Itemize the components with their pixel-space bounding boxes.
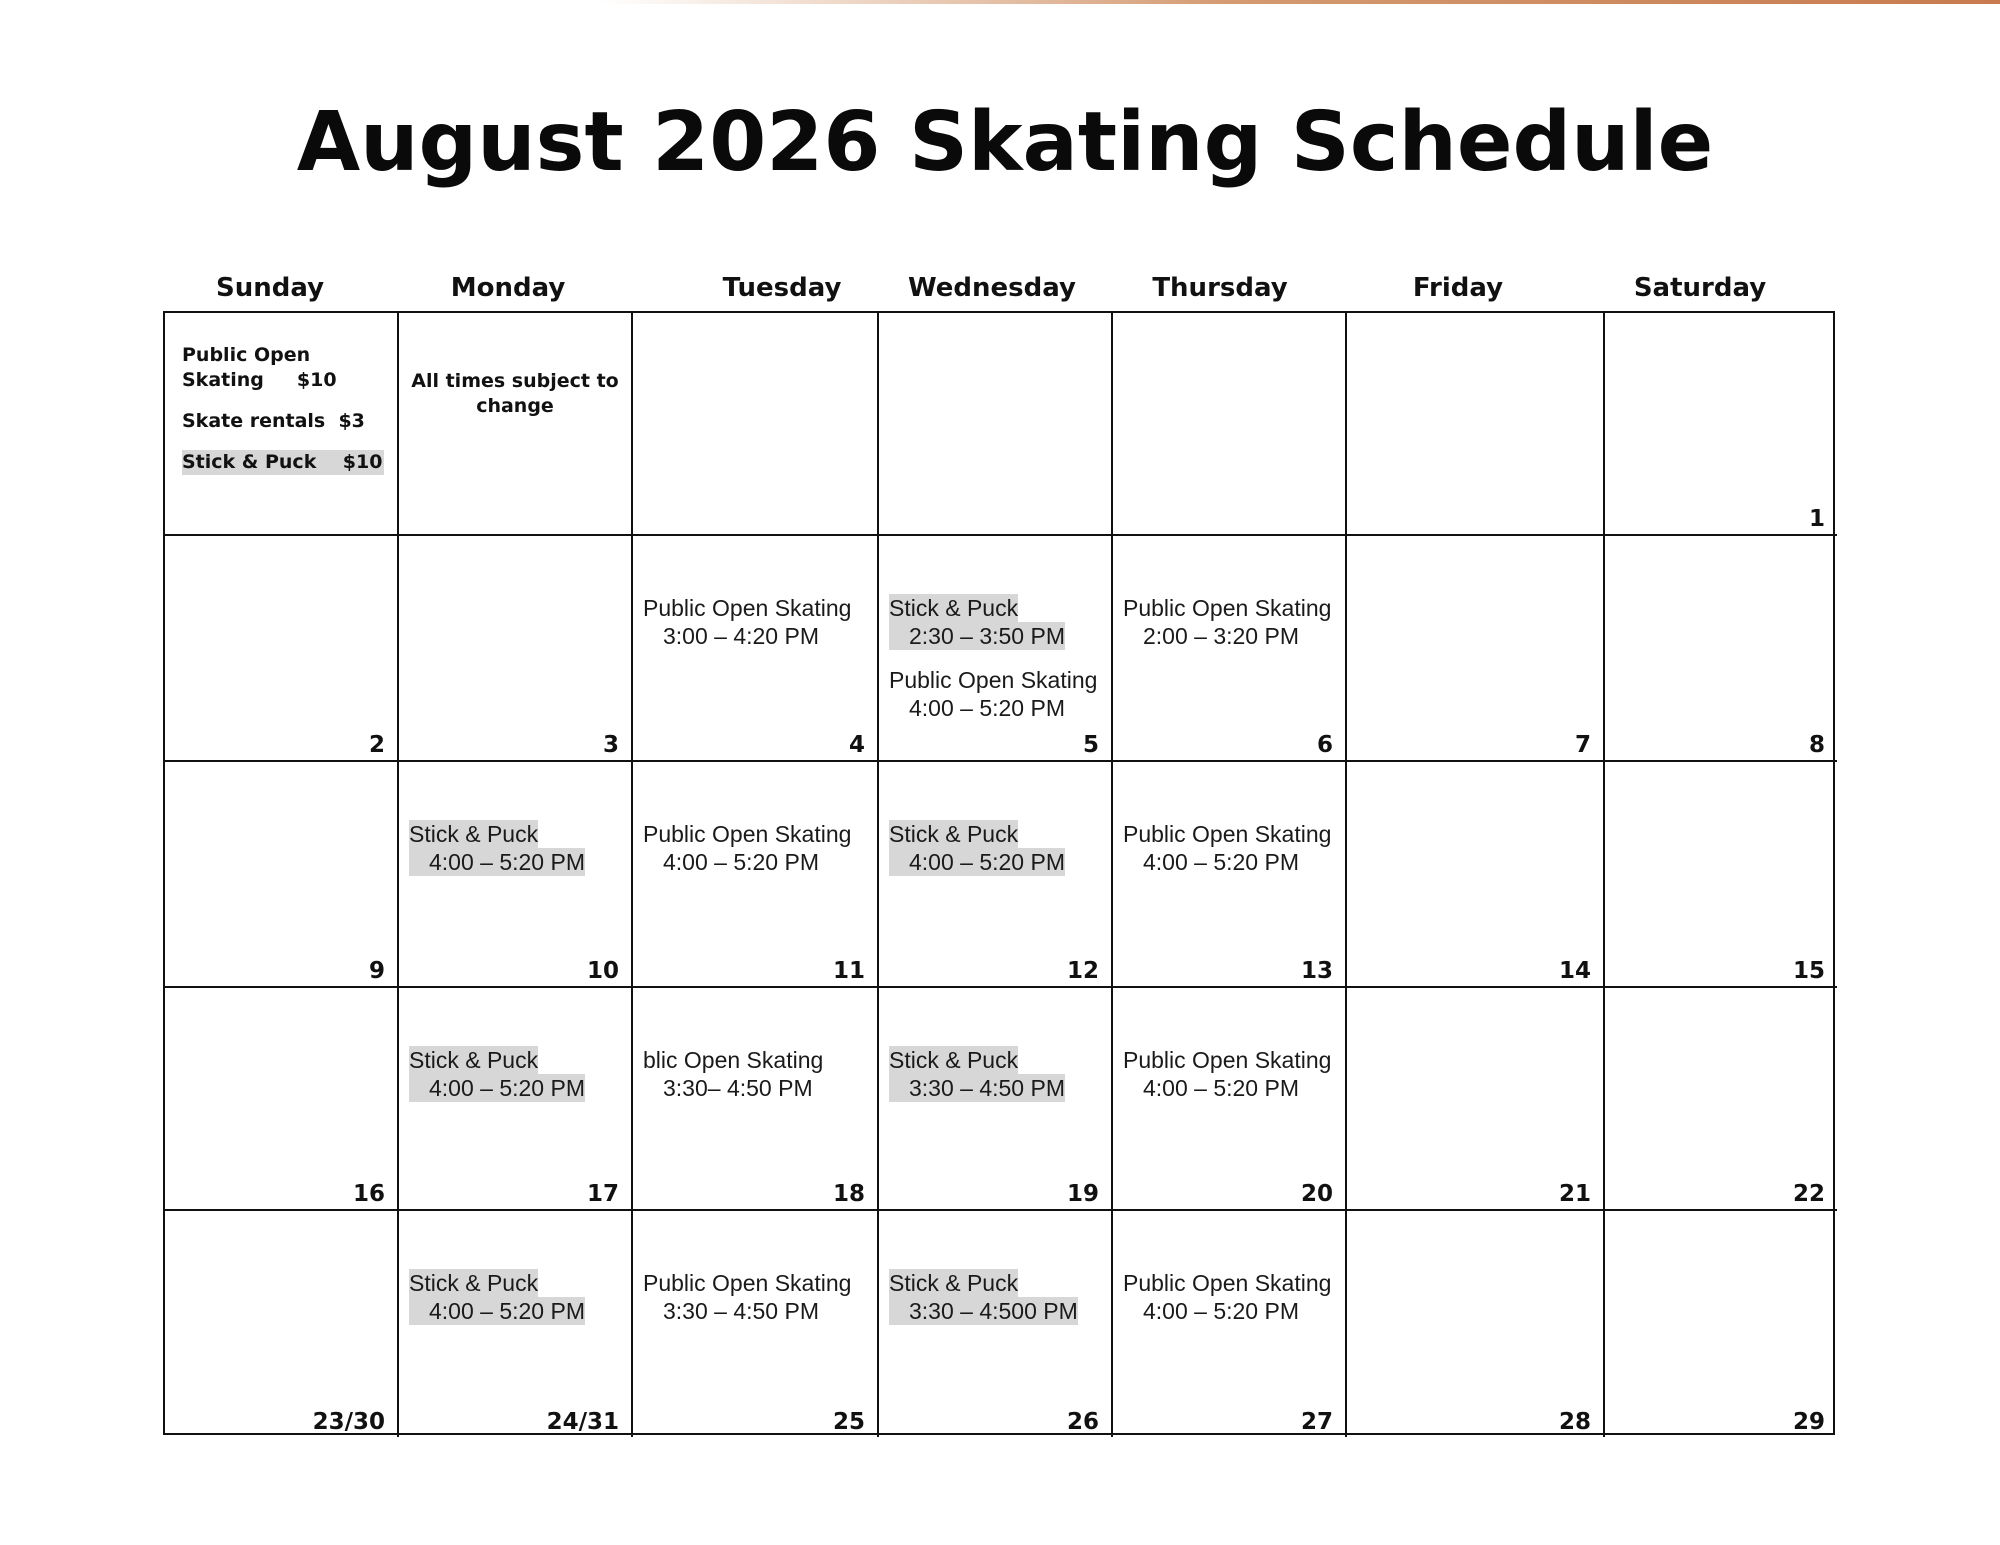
day-number: 13 bbox=[1300, 958, 1333, 984]
day-number: 16 bbox=[352, 1181, 385, 1207]
event-list bbox=[1123, 594, 1337, 666]
event-list bbox=[409, 1269, 623, 1341]
public-skating-event bbox=[1123, 594, 1337, 650]
day-number: 2 bbox=[368, 732, 385, 758]
event-list bbox=[409, 820, 623, 892]
event-list bbox=[409, 1046, 623, 1118]
day-number: 6 bbox=[1316, 732, 1333, 758]
stick-and-puck-event bbox=[889, 820, 1103, 876]
header-tuesday: Tuesday bbox=[722, 273, 842, 303]
day-number: 1 bbox=[1808, 506, 1825, 532]
day-number: 7 bbox=[1574, 732, 1591, 758]
day-number: 5 bbox=[1082, 732, 1099, 758]
calendar-cell bbox=[1605, 313, 1837, 536]
event-name: Public Open Skating bbox=[1123, 1270, 1332, 1296]
day-number: 18 bbox=[832, 1181, 865, 1207]
header-sunday: Sunday bbox=[215, 273, 325, 303]
calendar-cell bbox=[1347, 536, 1605, 762]
calendar-cell bbox=[399, 1211, 633, 1437]
event-time: 2:30 – 3:50 PM bbox=[889, 622, 1065, 650]
day-number: 11 bbox=[832, 958, 865, 984]
day-number: 22 bbox=[1792, 1181, 1825, 1207]
day-number: 24/31 bbox=[546, 1409, 619, 1435]
day-number: 17 bbox=[586, 1181, 619, 1207]
price-line: Skate rentals $3 bbox=[182, 410, 365, 432]
header-thursday: Thursday bbox=[1152, 273, 1288, 303]
event-time: 4:00 – 5:20 PM bbox=[1143, 849, 1299, 875]
calendar-cell bbox=[1113, 988, 1347, 1211]
event-time: 3:30 – 4:50 PM bbox=[889, 1074, 1065, 1102]
public-skating-event bbox=[889, 666, 1103, 722]
price-line: Skating $10 bbox=[182, 369, 337, 391]
public-skating-event bbox=[643, 1046, 869, 1102]
event-time: 3:00 – 4:20 PM bbox=[663, 623, 819, 649]
stick-and-puck-event bbox=[409, 820, 623, 876]
calendar-cell bbox=[399, 988, 633, 1211]
event-list bbox=[889, 1269, 1103, 1341]
event-name: Stick & Puck bbox=[409, 1047, 539, 1073]
calendar-cell bbox=[633, 536, 879, 762]
event-time: 3:30 – 4:50 PM bbox=[663, 1298, 819, 1324]
event-list bbox=[889, 1046, 1103, 1118]
stick-and-puck-event bbox=[889, 1046, 1103, 1102]
day-number: 20 bbox=[1300, 1181, 1333, 1207]
price-line-highlighted: Stick & Puck $10 bbox=[182, 451, 383, 473]
event-name: blic Open Skating bbox=[643, 1047, 824, 1073]
header-wednesday: Wednesday bbox=[908, 273, 1076, 303]
event-name: Public Open Skating bbox=[1123, 821, 1332, 847]
calendar-cell bbox=[165, 988, 399, 1211]
calendar-cell bbox=[399, 536, 633, 762]
event-time: 3:30– 4:50 PM bbox=[663, 1075, 813, 1101]
day-number: 9 bbox=[368, 958, 385, 984]
calendar-cell bbox=[633, 313, 879, 536]
event-name: Stick & Puck bbox=[889, 821, 1019, 847]
stick-and-puck-event bbox=[889, 1269, 1103, 1325]
stick-and-puck-event bbox=[409, 1269, 623, 1325]
public-skating-event bbox=[643, 594, 869, 650]
event-list bbox=[1123, 1046, 1337, 1118]
event-time: 4:00 – 5:20 PM bbox=[409, 848, 585, 876]
calendar-cell bbox=[1347, 313, 1605, 536]
header-saturday: Saturday bbox=[1633, 273, 1767, 303]
event-time: 3:30 – 4:500 PM bbox=[889, 1297, 1078, 1325]
event-name: Stick & Puck bbox=[889, 595, 1019, 621]
calendar-cell bbox=[633, 762, 879, 988]
calendar-cell bbox=[1605, 1211, 1837, 1437]
event-time: 4:00 – 5:20 PM bbox=[909, 695, 1065, 721]
calendar-cell bbox=[1347, 762, 1605, 988]
public-skating-event bbox=[643, 1269, 869, 1325]
header-monday: Monday bbox=[450, 273, 566, 303]
event-time: 4:00 – 5:20 PM bbox=[1143, 1075, 1299, 1101]
calendar-cell bbox=[165, 762, 399, 988]
event-time: 4:00 – 5:20 PM bbox=[409, 1074, 585, 1102]
calendar-cell bbox=[879, 313, 1113, 536]
calendar-cell bbox=[399, 313, 633, 536]
public-skating-event bbox=[1123, 1269, 1337, 1325]
day-number: 4 bbox=[848, 732, 865, 758]
event-list bbox=[889, 820, 1103, 892]
public-skating-event bbox=[643, 820, 869, 876]
day-number: 12 bbox=[1066, 958, 1099, 984]
calendar-cell bbox=[1113, 1211, 1347, 1437]
day-number: 29 bbox=[1792, 1409, 1825, 1435]
day-number: 8 bbox=[1808, 732, 1825, 758]
event-time: 4:00 – 5:20 PM bbox=[889, 848, 1065, 876]
day-number: 21 bbox=[1558, 1181, 1591, 1207]
calendar-cell bbox=[879, 536, 1113, 762]
event-name: Stick & Puck bbox=[889, 1270, 1019, 1296]
event-list bbox=[643, 1269, 869, 1341]
public-skating-event bbox=[1123, 1046, 1337, 1102]
day-number: 26 bbox=[1066, 1409, 1099, 1435]
page-title: August 2026 Skating Schedule bbox=[296, 95, 1714, 190]
event-list bbox=[643, 1046, 869, 1118]
day-number: 15 bbox=[1792, 958, 1825, 984]
event-time: 4:00 – 5:20 PM bbox=[1143, 1298, 1299, 1324]
event-name: Public Open Skating bbox=[643, 821, 852, 847]
calendar-cell bbox=[1113, 536, 1347, 762]
calendar-cell bbox=[879, 762, 1113, 988]
calendar-cell bbox=[399, 762, 633, 988]
calendar-cell bbox=[633, 988, 879, 1211]
stick-and-puck-event bbox=[889, 594, 1103, 650]
event-list bbox=[643, 820, 869, 892]
day-number: 27 bbox=[1300, 1409, 1333, 1435]
event-name: Public Open Skating bbox=[1123, 1047, 1332, 1073]
event-list bbox=[1123, 820, 1337, 892]
calendar-cell bbox=[879, 988, 1113, 1211]
event-name: Public Open Skating bbox=[889, 667, 1098, 693]
calendar-cell bbox=[1113, 313, 1347, 536]
event-name: Public Open Skating bbox=[643, 595, 852, 621]
calendar-cell bbox=[1113, 762, 1347, 988]
event-time: 4:00 – 5:20 PM bbox=[409, 1297, 585, 1325]
calendar-cell bbox=[165, 536, 399, 762]
calendar-cell bbox=[633, 1211, 879, 1437]
event-list bbox=[889, 594, 1103, 738]
calendar-cell bbox=[879, 1211, 1113, 1437]
calendar-grid bbox=[163, 311, 1835, 1435]
event-name: Stick & Puck bbox=[409, 1270, 539, 1296]
calendar-cell bbox=[165, 313, 399, 536]
calendar-cell bbox=[165, 1211, 399, 1437]
event-time: 4:00 – 5:20 PM bbox=[663, 849, 819, 875]
schedule-note: All times subject to change bbox=[411, 370, 619, 417]
day-number: 14 bbox=[1558, 958, 1591, 984]
calendar-cell bbox=[1347, 988, 1605, 1211]
day-number: 3 bbox=[602, 732, 619, 758]
stick-and-puck-event bbox=[409, 1046, 623, 1102]
day-number: 28 bbox=[1558, 1409, 1591, 1435]
event-name: Stick & Puck bbox=[889, 1047, 1019, 1073]
price-info bbox=[182, 343, 382, 491]
public-skating-event bbox=[1123, 820, 1337, 876]
event-time: 2:00 – 3:20 PM bbox=[1143, 623, 1299, 649]
day-number: 19 bbox=[1066, 1181, 1099, 1207]
price-line: Public Open bbox=[182, 344, 311, 366]
top-edge-line bbox=[600, 0, 2000, 4]
header-friday: Friday bbox=[1412, 273, 1504, 303]
event-name: Stick & Puck bbox=[409, 821, 539, 847]
event-list bbox=[643, 594, 869, 666]
calendar-cell bbox=[1605, 988, 1837, 1211]
calendar-cell bbox=[1605, 762, 1837, 988]
event-name: Public Open Skating bbox=[643, 1270, 852, 1296]
day-number: 10 bbox=[586, 958, 619, 984]
day-number: 25 bbox=[832, 1409, 865, 1435]
calendar-cell bbox=[1347, 1211, 1605, 1437]
event-list bbox=[1123, 1269, 1337, 1341]
day-number: 23/30 bbox=[312, 1409, 385, 1435]
calendar-cell bbox=[1605, 536, 1837, 762]
event-name: Public Open Skating bbox=[1123, 595, 1332, 621]
